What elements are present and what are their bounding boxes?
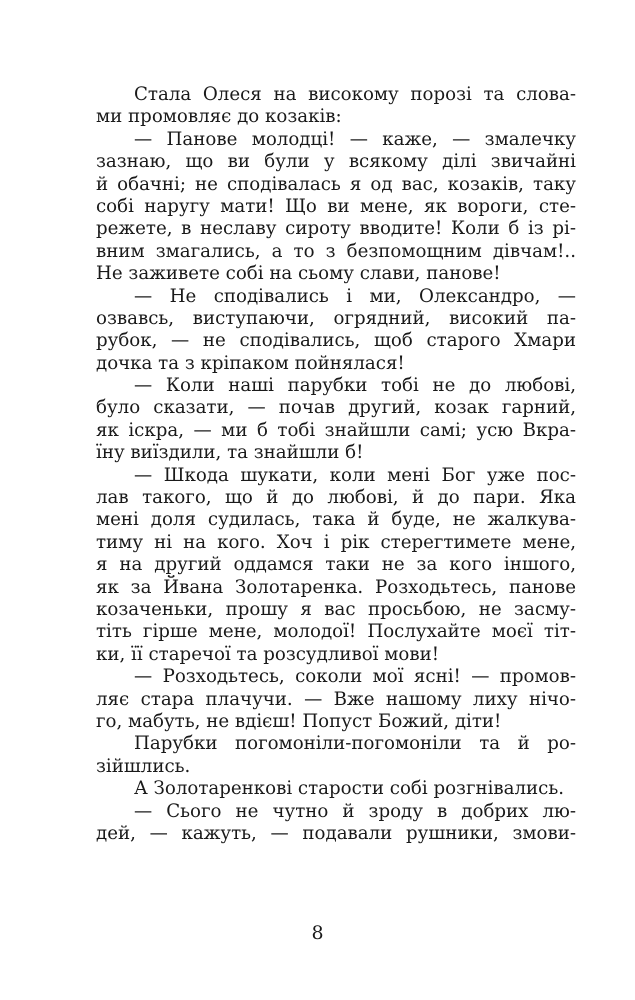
text-line: дей, — кажуть, — подавали рушники, змови-	[96, 822, 576, 844]
paragraph	[96, 286, 576, 376]
text-line: — Сього не чутно й зроду в добрих лю-	[134, 800, 576, 822]
text-line: зазнаю, що ви були у всякому ділі звичайні	[96, 151, 576, 173]
text-line: тиму ні на кого. Хоч і рік стерегтимете мене,	[96, 531, 576, 553]
text-line: козаченьки, прошу я вас просьбою, не засму-	[96, 598, 576, 620]
text-line: ки, її старечої та розсудливої мови!	[96, 643, 440, 665]
text-line: озвавсь, виступаючи, огрядний, високий па-	[96, 307, 576, 329]
text-line: рубок, — не сподівались, щоб старого Хмари	[96, 330, 576, 352]
text-line: ляє стара плачучи. — Вже нашому лиху нічо-	[96, 688, 576, 710]
text-line: я на другий оддамся таки не за кого іншого,	[96, 554, 576, 576]
text-line: ми промовляє до козаків:	[96, 106, 342, 128]
paragraph	[96, 801, 576, 846]
text-line: вним змагались, а то з безпомощним дівчам!..	[96, 240, 576, 262]
paragraph	[96, 666, 576, 733]
paragraph	[96, 129, 576, 286]
text-line: зійшлись.	[96, 755, 191, 777]
paragraph	[96, 778, 576, 800]
text-line: режете, в неславу сироту вводите! Коли б із рі-	[96, 218, 576, 240]
paragraph	[96, 84, 576, 129]
text-line: мені доля судилась, така й буде, не жалкува-	[96, 509, 576, 531]
text-line: — Шкода шукати, коли мені Бог уже пос-	[134, 464, 576, 486]
paragraph	[96, 465, 576, 667]
text-line: А Золотаренкові старости собі розгнівались.	[134, 778, 565, 800]
text-line: було сказати, — почав другий, козак гарний,	[96, 397, 576, 419]
text-line: Стала Олеся на високому порозі та слова-	[134, 84, 576, 105]
text-line: — Коли наші парубки тобі не до любові,	[134, 375, 576, 397]
paragraph	[96, 733, 576, 778]
text-line: їну виїздили, та знайшли б!	[96, 442, 364, 464]
text-line: дочка та з кріпаком пойнялася!	[96, 352, 405, 374]
text-line: собі наругу мати! Що ви мене, як вороги, сте-	[96, 195, 576, 217]
text-line: Парубки погомоніли-погомоніли та й ро-	[134, 733, 576, 755]
page-body-text	[96, 84, 576, 845]
text-line: як за Йвана Золотаренка. Розходьтесь, панове	[96, 576, 576, 598]
text-line: лав такого, що й до любові, й до пари. Яка	[96, 487, 576, 509]
page-number: 8	[311, 922, 324, 944]
paragraph	[96, 375, 576, 465]
text-line: го, мабуть, не вдієш! Попуст Божий, діти!	[96, 710, 502, 732]
text-line: — Панове молодці! — каже, — змалечку	[134, 128, 576, 150]
text-line: тіть гірше мене, молодої! Послухайте моєї тіт-	[96, 621, 576, 643]
text-line: як іскра, — ми б тобі знайшли самі; усю Вкра-	[96, 419, 576, 441]
text-line: — Розходьтесь, соколи мої ясні! — промов-	[134, 666, 576, 688]
text-line: — Не сподівались і ми, Олександро, —	[134, 285, 576, 307]
text-line: й обачні; не сподівалась я од вас, козаків, таку	[96, 173, 576, 195]
text-line: Не заживете собі на сьому слави, панове!	[96, 263, 501, 285]
